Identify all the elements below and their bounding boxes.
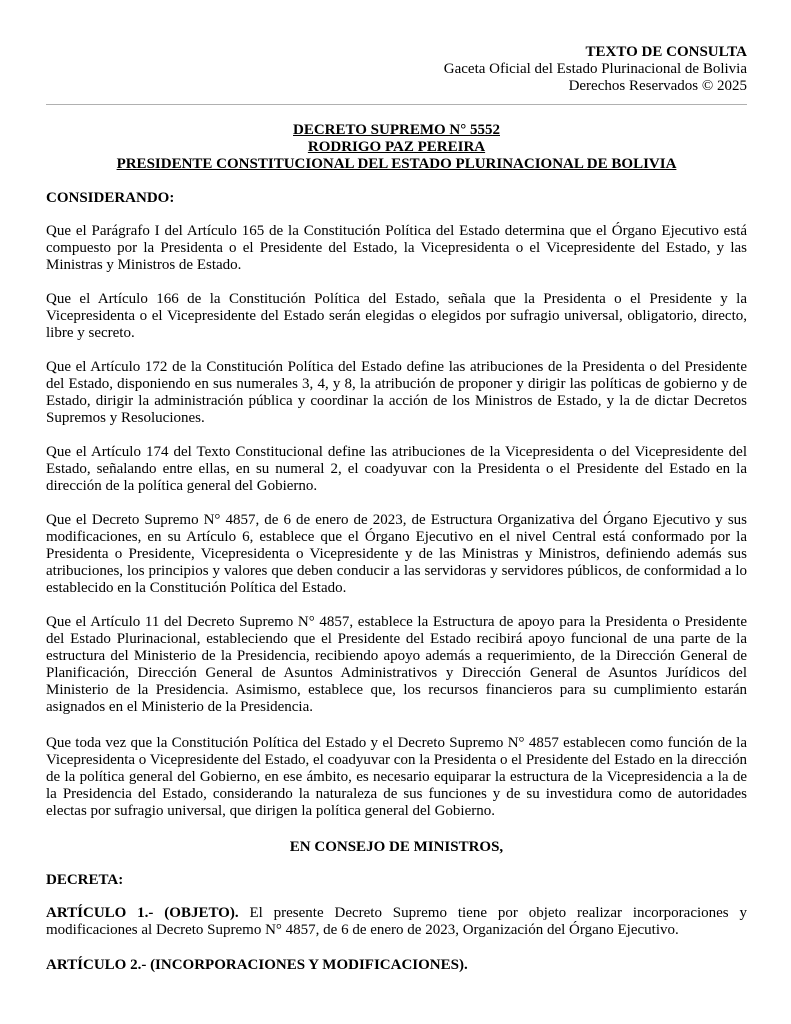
decreta-heading: DECRETA: <box>46 872 124 888</box>
header-gazette: Gaceta Oficial del Estado Plurinacional de Bolivia <box>443 61 747 77</box>
paragraph-6: Que el Artículo 11 del Decreto Supremo N° 4857, establece la Estructura de apoyo para la Presidenta o Presidente del Estado Plurinacional, estableciendo que el Presidente del Estado recibirá apoyo funcional de una parte de la estructura del Ministerio de la Presidencia, recibiendo apoyo además a requerimiento, de la Dirección General de Planificación, Dirección General de Asuntos Administrativos y Dirección General de Asuntos Jurídicos del Ministerio de la Presidencia. Asimismo, establece que, los recursos financieros para su cumplimiento estarán asignados en el Ministerio de la Presidencia. <box>46 614 747 715</box>
document-header <box>46 44 747 95</box>
paragraph-7: Que toda vez que la Constitución Política del Estado y el Decreto Supremo N° 4857 establecen como función de la Vicepresidenta o Vicepresidente del Estado, el coadyuvar con la Presidenta o el Presidente del Estado en la dirección de la política general del Gobierno, en ese ámbito, es necesario equiparar la estructura de la Vicepresidencia a la de la Presidencia del Estado, considerando la naturaleza de sus funciones y de su investidura como de autoridades electas por sufragio universal, que dirigen la política general del Gobierno. <box>46 735 747 819</box>
considerando-heading: CONSIDERANDO: <box>46 190 175 206</box>
president-office: PRESIDENTE CONSTITUCIONAL DEL ESTADO PLURINACIONAL DE BOLIVIA <box>116 156 677 172</box>
paragraph-4: Que el Artículo 174 del Texto Constitucional define las atribuciones de la Vicepresidenta o del Vicepresidente del Estado, señalando entre ellas, en su numeral 2, el coadyuvar con la Presidenta o el Presidente del Estado en la dirección de la política general del Gobierno. <box>46 444 747 494</box>
articulo-1-text: El presente Decreto Supremo tiene por objeto realizar incorporaciones y modificaciones al Decreto Supremo N° 4857, de 6 de enero de 2023, Organización del Órgano Ejecutivo. <box>46 905 748 938</box>
paragraph-5: Que el Decreto Supremo N° 4857, de 6 de enero de 2023, de Estructura Organizativa del Órgano Ejecutivo y sus modificaciones, en su Artículo 6, establece que el Órgano Ejecutivo en el nivel Central está conformado por la Presidenta o Presidente, Vicepresidenta o Vicepresidente y de las Ministras y Ministros, definiendo además sus atribuciones, los principios y valores que deben conducir a las servidoras y servidores públicos, de conformidad a lo establecido en la Constitución Política del Estado. <box>46 512 747 596</box>
decree-number: DECRETO SUPREMO N° 5552 <box>293 122 500 138</box>
header-rights: Derechos Reservados © 2025 <box>568 78 747 94</box>
header-divider <box>46 104 747 105</box>
president-name: RODRIGO PAZ PEREIRA <box>307 139 486 155</box>
articulo-1-label: ARTÍCULO 1.- (OBJETO). <box>46 905 239 921</box>
articulo-2-label: ARTÍCULO 2.- (INCORPORACIONES Y MODIFICACIONES). <box>46 957 468 973</box>
paragraph-1: Que el Parágrafo I del Artículo 165 de la Constitución Política del Estado determina que el Órgano Ejecutivo está compuesto por la Presidenta o el Presidente del Estado, la Vicepresidenta o el Vicepresidente del Estado, y las Ministras y Ministros de Estado. <box>46 223 747 273</box>
header-title: TEXTO DE CONSULTA <box>585 44 747 60</box>
consejo-heading: EN CONSEJO DE MINISTROS, <box>289 839 504 855</box>
articulo-1 <box>46 905 747 939</box>
decree-title-block <box>46 122 747 173</box>
paragraph-3: Que el Artículo 172 de la Constitución Política del Estado define las atribuciones de la Presidenta o del Presidente del Estado, disponiendo en sus numerales 3, 4, y 8, la atribución de proponer y dirigir las políticas de gobierno y de Estado, dirigir la administración pública y coordinar la acción de los Ministros de Estado, y la de dictar Decretos Supremos y Resoluciones. <box>46 359 747 426</box>
paragraph-2: Que el Artículo 166 de la Constitución Política del Estado, señala que la Presidenta o el Presidente y la Vicepresidenta o el Vicepresidente del Estado serán elegidas o elegidos por sufragio universal, obligatorio, directo, libre y secreto. <box>46 291 747 341</box>
